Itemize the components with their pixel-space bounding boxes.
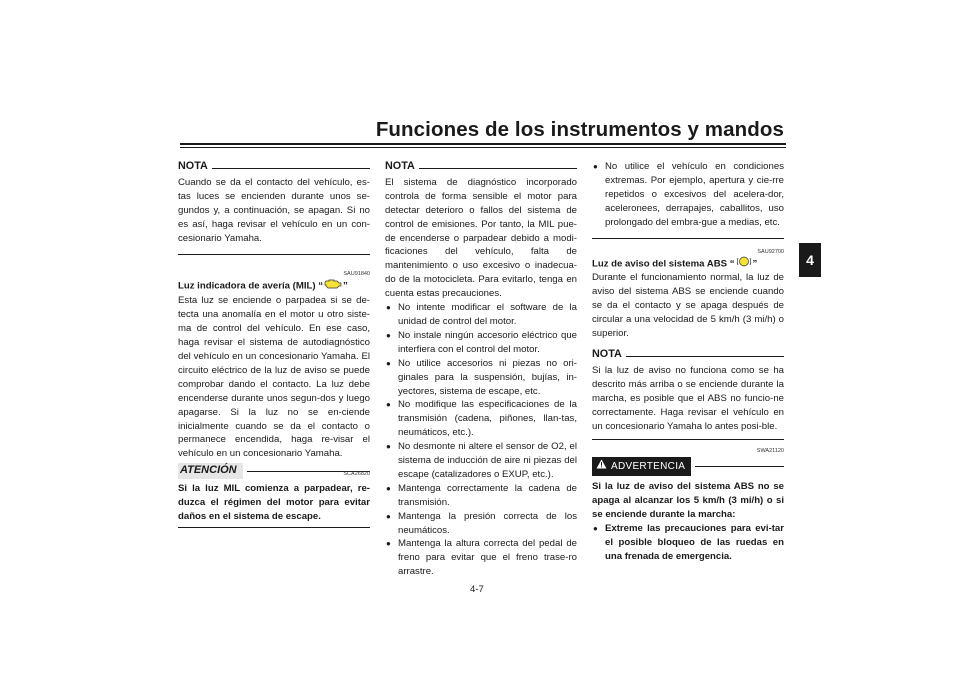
page-number: 4-7 — [470, 584, 484, 595]
mil-heading: Luz indicadora de avería (MIL) “ ” — [178, 278, 370, 294]
abs-warning-icon — [736, 256, 752, 272]
list-item: ● Extreme las precauciones para evi-tar el posible bloqueo de las ruedas en una frenada de emergencia. — [592, 522, 784, 564]
atencion-label: ATENCIÓN — [178, 463, 243, 479]
column-left — [178, 160, 370, 528]
list-item: ● Mantenga correctamente la cadena de transmisión. — [385, 482, 577, 510]
nota-end-rule — [592, 238, 784, 239]
nota-heading — [178, 160, 370, 174]
advertencia-list — [592, 522, 784, 564]
nota-label: NOTA — [592, 347, 622, 360]
mil-text: Esta luz se enciende o parpadea si se de-tecta una anomalía en el motor u otro siste-ma de control del vehículo. En ese caso, haga revisar el sistema de autodiagnóstico del vehículo en un concesionario Yamaha. El circuito eléctrico de la luz de aviso se puede comprobar dando el contacto. La luz debe encenderse durante unos segun-dos y luego apagarse. Si la luz no se en-ciende inicialmente cuando se da el contacto o permanece encendida, haga re-visar el vehículo en un concesionario Yamaha. — [178, 295, 370, 460]
chapter-tab[interactable]: 4 — [799, 243, 821, 277]
advertencia-text: Si la luz de aviso del sistema ABS no se apaga al alcanzar los 5 km/h (3 mi/h) o si se enciende durante la marcha: — [592, 481, 784, 521]
list-item: ● No modifique las especificaciones de la transmisión (cadena, piñones, llan-tas, neumáticos, etc.). — [385, 398, 577, 440]
list-item: ● No instale ningún accesorio eléctrico que interfiera con el control del motor. — [385, 329, 577, 357]
header-rule-thin — [180, 147, 786, 148]
atencion-code: SCA26820 — [343, 471, 370, 478]
section-code: SAU91840 — [343, 271, 370, 278]
atencion-text: Si la luz MIL comienza a parpadear, re-duzca el régimen del motor para evitar daños en el sistema de escape. — [178, 483, 370, 522]
nota-end-rule — [592, 439, 784, 440]
precautions-list — [385, 301, 577, 579]
abs-heading: Luz de aviso del sistema ABS “ ” — [592, 256, 784, 272]
nota-label: NOTA — [178, 160, 208, 172]
engine-warning-icon — [324, 278, 342, 294]
list-item: ● No desmonte ni altere el sensor de O2, el sistema de inducción de aire ni piezas del escape (catalizadores o EXUP, etc.). — [385, 440, 577, 482]
nota-heading — [385, 160, 577, 174]
list-item: ● No intente modificar el software de la unidad de control del motor. — [385, 301, 577, 329]
nota-text: El sistema de diagnóstico incorporado controla de forma sensible el motor para detectar deterioro o fallos del sistema de control de emisiones. Por tanto, la MIL pue-de encenderse o parpadear debido a modi-ficaciones del vehículo, falta de mantenimiento o uso excesivo o inadecua-do de la motocicleta. Para evitarlo, tenga en cuenta estas precauciones. — [385, 176, 577, 300]
column-right — [592, 160, 784, 564]
nota-end-rule — [178, 254, 370, 255]
advertencia-heading — [592, 457, 784, 476]
list-item: ● No utilice accesorios ni piezas no ori-ginales para la suspensión, bujías, in-yectores, sistema de escape, etc. — [385, 357, 577, 399]
advertencia-label: ADVERTENCIA — [592, 457, 691, 476]
nota-heading — [592, 348, 784, 362]
header-rule — [180, 143, 786, 145]
abs-text: Durante el funcionamiento normal, la luz de aviso del sistema ABS se enciende cuando se da el contacto y se apaga después de circular a una velocidad de 5 km/h (3 mi/h) o superior. — [592, 272, 784, 340]
list-item: ● No utilice el vehículo en condiciones extremas. Por ejemplo, apertura y cie-rre repetidos o excesivos del acelera-dor, aceleronees, derrapajes, caballitos, uso prolongado del embra-gue a medias, etc. — [592, 160, 784, 230]
list-item: ● Mantenga la altura correcta del pedal de freno para evitar que el freno trase-ro arrastre. — [385, 537, 577, 579]
atencion-end-rule — [178, 527, 370, 529]
nota-text: Cuando se da el contacto del vehículo, es-tas luces se encienden durante unos se-gundos y, a continuación, se apagan. Si no es así, haga revisar el vehículo en un con-cesionario Yamaha. — [178, 176, 370, 244]
column-middle — [385, 160, 577, 579]
list-item: ● Mantenga la presión correcta de los neumáticos. — [385, 510, 577, 538]
page-header-title: Funciones de los instrumentos y mandos — [375, 118, 784, 141]
nota-text: Si la luz de aviso no funciona como se ha descrito más arriba o se enciende durante la marcha, es posible que el ABS no funcio-ne correctamente. Haga revisar el vehículo en un concesionario Yamaha lo antes posi-ble. — [592, 364, 784, 432]
advertencia-code: SWA21120 — [756, 448, 784, 455]
warning-triangle-icon — [596, 459, 607, 474]
precautions-list-continued — [592, 160, 784, 230]
nota-label: NOTA — [385, 160, 415, 172]
section-code: SAU92700 — [757, 248, 784, 255]
